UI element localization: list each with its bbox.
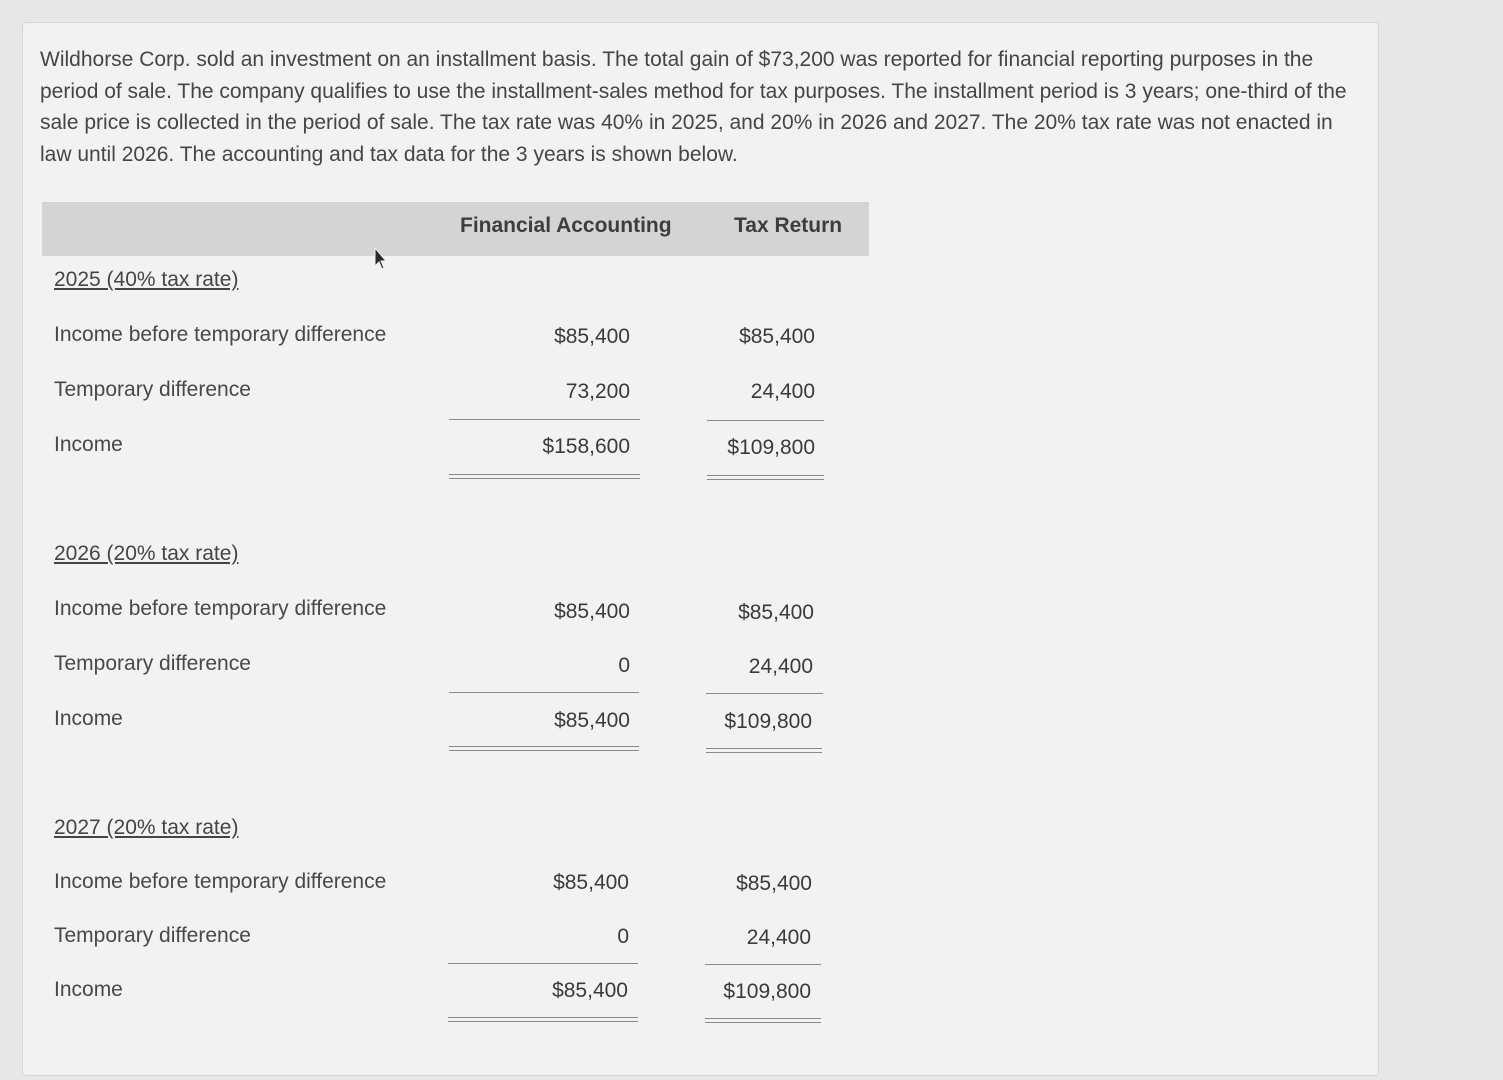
- financial-value: 73,200: [565, 380, 630, 403]
- row-label: Income: [54, 978, 123, 1001]
- row-label: Temporary difference: [54, 924, 251, 947]
- financial-total: $85,400: [554, 709, 630, 732]
- section-title-2027: 2027 (20% tax rate): [54, 816, 239, 839]
- total-double-rule: [705, 1018, 821, 1023]
- financial-total: $158,600: [542, 435, 630, 458]
- tax-total: $109,800: [723, 980, 811, 1003]
- tax-value: 24,400: [748, 655, 813, 678]
- tax-value: $85,400: [738, 601, 814, 624]
- row-label: Temporary difference: [54, 378, 251, 401]
- financial-accounting-header: Financial Accounting: [460, 214, 672, 237]
- total-double-rule: [707, 475, 824, 480]
- total-double-rule: [449, 474, 640, 479]
- financial-total: $85,400: [552, 979, 628, 1002]
- tax-return-header: Tax Return: [734, 214, 843, 237]
- financial-value: $85,400: [554, 325, 630, 348]
- row-label: Income: [54, 433, 123, 456]
- tax-value: 24,400: [750, 380, 815, 403]
- financial-value: $85,400: [553, 871, 629, 894]
- subtotal-rule: [705, 964, 821, 965]
- subtotal-rule: [706, 693, 823, 694]
- tax-total: $109,800: [727, 436, 815, 459]
- row-label: Income before temporary difference: [54, 870, 387, 893]
- tax-value: 24,400: [746, 926, 811, 949]
- problem-text: Wildhorse Corp. sold an investment on an installment basis. The total gain of $73,200 was reported for financial reporting purposes in the period of sale. The company qualifies to use the installment-sales method for tax purposes. The installment period is 3 years; one-third of the sale price is collected in the period of sale. The tax rate was 40% in 2025, and 20% in 2026 and 2027. The 20% tax rate was not enacted in law until 2026. The accounting and tax data for the 3 years is shown below.: [40, 48, 1347, 166]
- row-label: Temporary difference: [54, 652, 251, 675]
- subtotal-rule: [449, 419, 640, 420]
- section-title-2026: 2026 (20% tax rate): [54, 542, 239, 565]
- total-double-rule: [449, 746, 639, 751]
- row-label: Income: [54, 707, 123, 730]
- tax-value: $85,400: [736, 872, 812, 895]
- section-title-2025: 2025 (40% tax rate): [54, 268, 239, 291]
- financial-value: $85,400: [554, 600, 630, 623]
- tax-total: $109,800: [724, 710, 812, 733]
- financial-value: 0: [617, 925, 629, 948]
- total-double-rule: [448, 1017, 638, 1022]
- tax-value: $85,400: [739, 325, 815, 348]
- subtotal-rule: [449, 692, 639, 693]
- mouse-cursor-icon: [371, 246, 389, 272]
- subtotal-rule: [448, 963, 638, 964]
- financial-value: 0: [618, 654, 630, 677]
- row-label: Income before temporary difference: [54, 323, 387, 346]
- subtotal-rule: [707, 420, 824, 421]
- row-label: Income before temporary difference: [54, 597, 387, 620]
- total-double-rule: [706, 748, 822, 753]
